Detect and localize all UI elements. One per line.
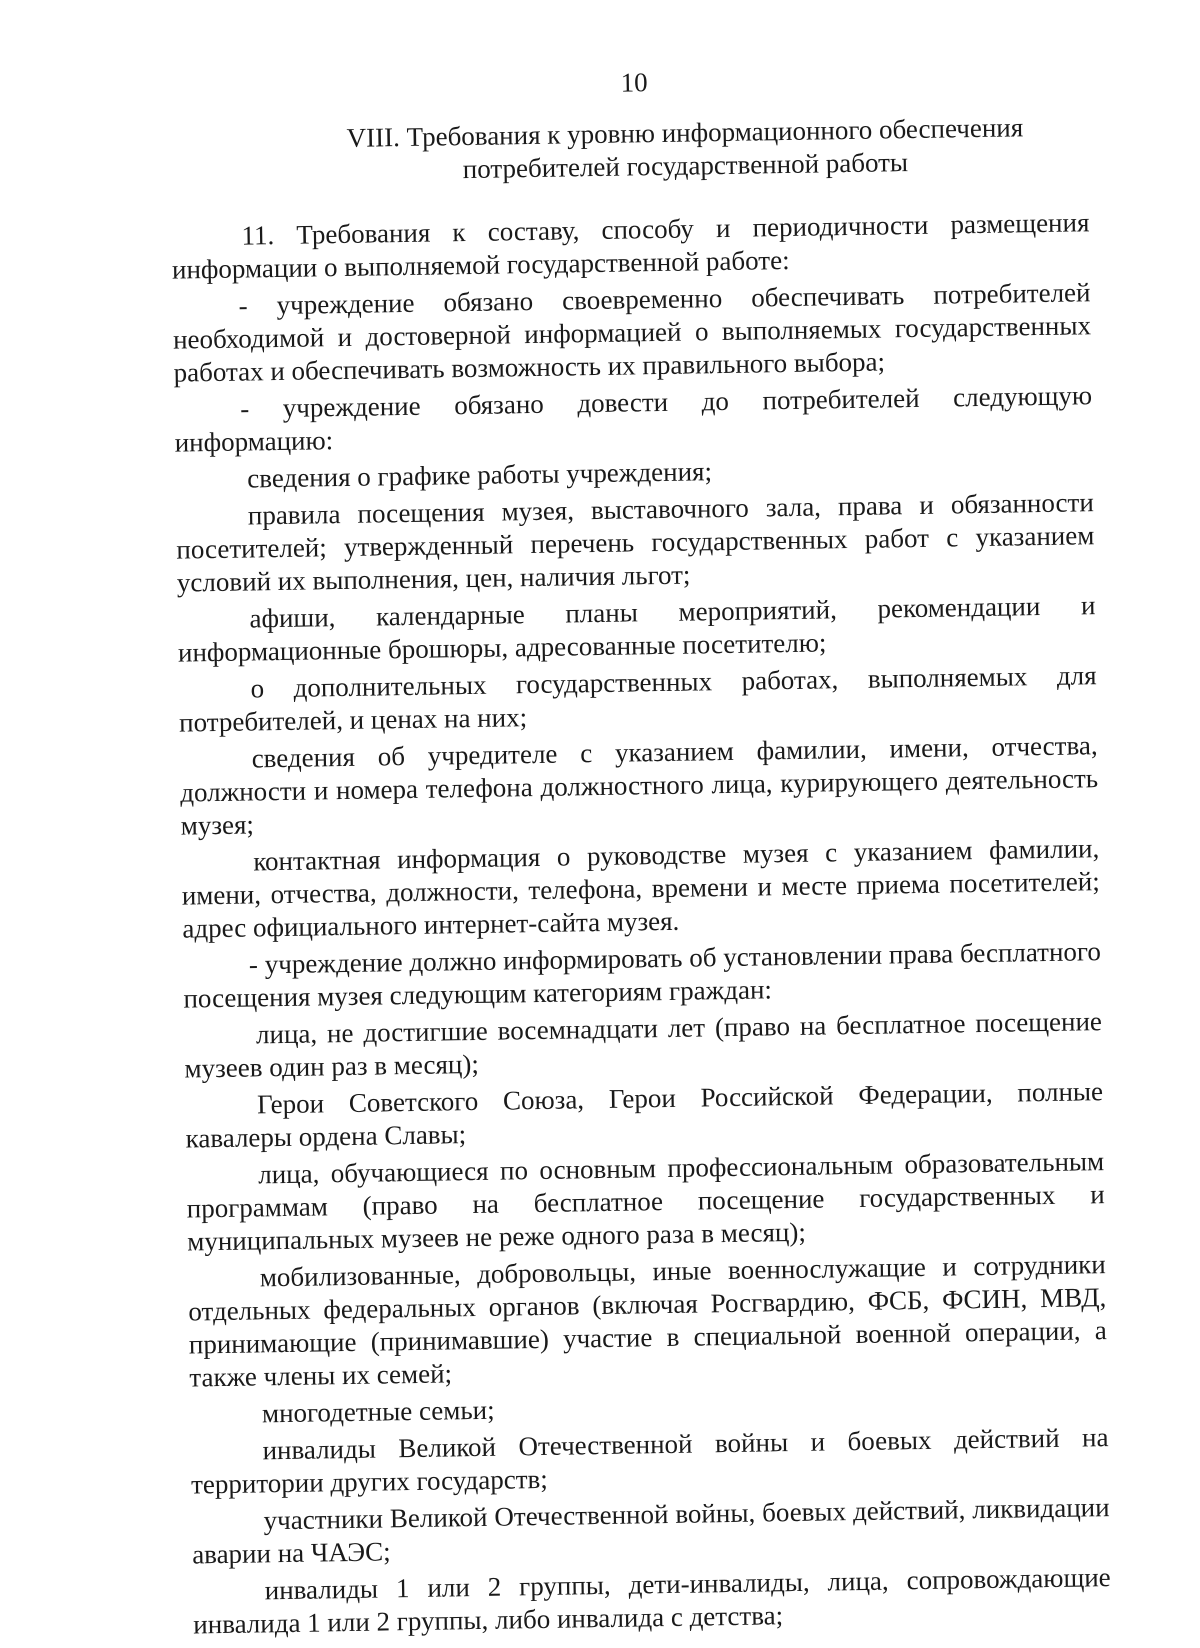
paragraph-posters: афиши, календарные планы мероприятий, рекомендации и информационные брошюры, адресованные посетителю;: [177, 590, 1096, 668]
list-item-war-invalids: инвалиды Великой Отечественной войны и боевых действий на территории других государств;: [190, 1422, 1109, 1500]
list-item-war-participants: участники Великой Отечественной войны, боевых действий, ликвидации аварии на ЧАЭС;: [191, 1492, 1110, 1570]
paragraph-clause-11: 11. Требования к составу, способу и периодичности размещения информации о выполняемой государственной работе:: [171, 207, 1090, 285]
list-item-large-families: многодетные семьи;: [261, 1394, 495, 1429]
section-heading: [0, 106, 1200, 194]
list-item-students: лица, обучающиеся по основным профессиональным образовательным программам (право на бесплатное посещение государственных и муниципальных музеев не реже одного раза в месяц);: [186, 1146, 1105, 1257]
paragraph-obligation-inform: - учреждение обязано своевременно обеспечивать потребителей необходимой и достоверной информацией о выполняемых государственных работах и обеспечивать возможность их правильного выбора;: [172, 277, 1092, 388]
paragraph-contact-info: контактная информация о руководстве музея с указанием фамилии, имени, отчества, должности, телефона, времени и месте приема посетителей; адрес официального интернет-сайта музея.: [181, 833, 1100, 944]
section-heading-line-1: VIII. Требования к уровню информационного обеспечения: [346, 112, 1024, 153]
document-body: [171, 206, 1111, 1645]
list-item-minors: лица, не достигшие восемнадцати лет (право на бесплатное посещение музеев один раз в месяц);: [184, 1006, 1103, 1084]
list-item-heroes: Герои Советского Союза, Герои Российской Федерации, полные кавалеры ордена Славы;: [185, 1076, 1104, 1154]
paragraph-obligation-disclose: - учреждение обязано довести до потребителей следующую информацию:: [174, 380, 1093, 458]
paragraph-founder-info: сведения об учредителе с указанием фамилии, имени, отчества, должности и номера телефона должностного лица, курирующего деятельность музея;: [179, 730, 1099, 841]
paragraph-visit-rules: правила посещения музея, выставочного зала, права и обязанности посетителей; утвержденный перечень государственных работ с указанием условий их выполнения, цен, наличия льгот;: [176, 487, 1095, 598]
paragraph-schedule: сведения о графике работы учреждения;: [247, 456, 713, 494]
list-item-disabled: инвалиды 1 или 2 группы, дети-инвалиды, лица, сопровождающие инвалида 1 или 2 группы, либо инвалида с детства;: [193, 1562, 1111, 1640]
paragraph-additional-works: о дополнительных государственных работах, выполняемых для потребителей, и ценах на них;: [178, 660, 1097, 738]
list-item-svo-participants: мобилизованные, добровольцы, иные военнослужащие и сотрудники отдельных федеральных органов (включая Росгвардию, ФСБ, ФСИН, МВД, принимающие (принимавшие) участие в специальной военной операции, а также члены их семей;: [188, 1249, 1108, 1393]
section-heading-line-2: потребителей государственной работы: [462, 147, 909, 185]
paragraph-free-visit: - учреждение должно информировать об установлении права бесплатного посещения музея следующим категориям граждан:: [183, 936, 1102, 1014]
page-number: 10: [620, 67, 648, 98]
